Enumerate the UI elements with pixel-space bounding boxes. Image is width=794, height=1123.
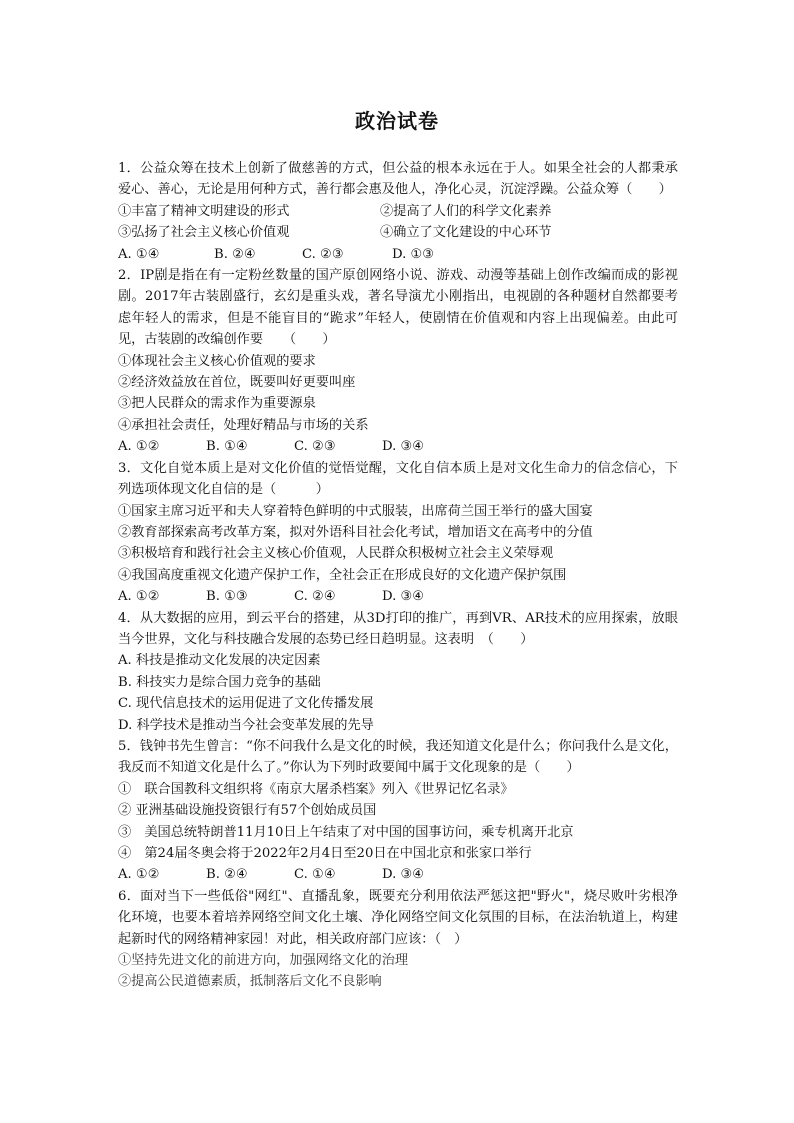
option-row — [118, 222, 678, 243]
option: ①丰富了精神文明建设的形式 — [118, 203, 290, 219]
option: ④我国高度重视文化遗产保护工作，全社会正在形成良好的文化遗产保护氛围 — [118, 567, 567, 583]
option: ③把人民群众的需求作为重要源泉 — [118, 396, 316, 412]
option: ④ 第24届冬奥会将于2022年2月4日至20日在中国北京和张家口举行 — [118, 846, 532, 861]
question-stem: 6．面对当下一些低俗"网红"、直播乱象，既要充分利用依法严惩这把"野火"，烧尽败叶劣根净化环境，也要本着培养网络空间文化土壤、净化网络空间文化氛围的目标，在法治轨道上，构建起新时代的网络精神家园！对此，相关政府部门应该：（ ） — [118, 888, 678, 947]
answer-choice: C. ②③ — [294, 439, 336, 455]
question-stem: 3．文化自觉本质上是对文化价值的觉悟觉醒，文化自信本质上是对文化生命力的信念信心，下列选项体现文化自信的是（ ） — [118, 460, 678, 498]
question-2 — [118, 265, 678, 458]
question-stem: 4．从大数据的应用，到云平台的搭建，从3D打印的推广，再到VR、AR技术的应用探索，放眼当今世界，文化与科技融合发展的态势已经日趋明显。这表明 （ ） — [118, 610, 678, 647]
answer-choice: B. ①④ — [206, 439, 248, 455]
question-3 — [118, 458, 678, 608]
answer-choices — [118, 586, 678, 607]
option: ②经济效益放在首位，既要叫好更要叫座 — [118, 375, 356, 391]
answer-choices — [118, 864, 678, 885]
question-stem: 2．IP剧是指在有一定粉丝数量的国产原创网络小说、游戏、动漫等基础上创作改编而成的影视剧。2017年古装剧盛行，玄幻是重头戏，著名导演尤小刚指出，电视剧的各种题材自然都要考虑年轻人的需求，但是不能盲目的“跪求”年轻人，使剧情在价值观和内容上出现偏差。由此可见，古装剧的改编创作要 （ ） — [118, 268, 678, 348]
option: ②提高公民道德素质，抵制落后文化不良影响 — [118, 974, 382, 990]
option: ① 联合国教科文组织将《南京大屠杀档案》列入《世界记忆名录》 — [118, 781, 514, 797]
answer-choice: D. ③④ — [382, 589, 425, 605]
question-list — [118, 158, 678, 993]
answer-choices — [118, 436, 678, 457]
option: ②提高了人们的科学文化素养 — [380, 203, 552, 219]
answer-choice: D. ③④ — [382, 439, 425, 455]
answer-choice: B. ②④ — [206, 867, 248, 883]
option: A. 科技是推动文化发展的决定因素 — [118, 653, 321, 669]
option: D. 科学技术是推动当今社会变革发展的先导 — [118, 717, 374, 733]
answer-choice: A. ①④ — [118, 246, 160, 262]
option: ③ 美国总统特朗普11月10日上午结束了对中国的国事访问，乘专机离开北京 — [118, 824, 574, 840]
answer-choice: B. ①③ — [206, 589, 248, 605]
option: B. 科技实力是综合国力竞争的基础 — [118, 674, 321, 690]
answer-choices — [118, 244, 678, 265]
option: ④确立了文化建设的中心环节 — [380, 225, 552, 241]
option: ①体现社会主义核心价值观的要求 — [118, 353, 316, 369]
question-stem: 1．公益众筹在技术上创新了做慈善的方式，但公益的根本永远在于人。如果全社会的人都秉承爱心、善心，无论是用何种方式，善行都会惠及他人，净化心灵，沉淀浮躁。公益众筹（ ） — [118, 161, 678, 198]
answer-choice: A. ①② — [118, 867, 160, 883]
question-1 — [118, 158, 678, 265]
option: ②教育部探索高考改革方案，拟对外语科目社会化考试，增加语文在高考中的分值 — [118, 524, 593, 540]
question-4 — [118, 608, 678, 736]
question-stem: 5．钱钟书先生曾言：“你不问我什么是文化的时候，我还知道文化是什么；你问我什么是文化，我反而不知道文化是什么了。”你认为下列时政要闻中属于文化现象的是（ ） — [118, 738, 678, 776]
option: ①国家主席习近平和夫人穿着特色鲜明的中式服装，出席荷兰国王举行的盛大国宴 — [118, 503, 593, 519]
answer-choice: D. ③④ — [382, 867, 425, 883]
option: ② 亚洲基础设施投资银行有57个创始成员国 — [118, 803, 377, 819]
option: ①坚持先进文化的前进方向，加强网络文化的治理 — [118, 953, 409, 969]
answer-choice: A. ①② — [118, 589, 160, 605]
question-6 — [118, 886, 678, 993]
option: C. 现代信息技术的运用促进了文化传播发展 — [118, 696, 374, 712]
option: ③弘扬了社会主义核心价值观 — [118, 225, 290, 241]
option-row — [118, 201, 678, 222]
option: ④承担社会责任，处理好精品与市场的关系 — [118, 417, 369, 433]
answer-choice: D. ①③ — [392, 246, 435, 262]
answer-choice: C. ①④ — [294, 867, 336, 883]
option: ③积极培育和践行社会主义核心价值观，人民群众积极树立社会主义荣辱观 — [118, 546, 554, 562]
question-5 — [118, 736, 678, 886]
answer-choice: C. ②③ — [302, 246, 344, 262]
answer-choice: A. ①② — [118, 439, 160, 455]
answer-choice: C. ②④ — [294, 589, 336, 605]
page-title: 政治试卷 — [355, 109, 439, 133]
answer-choice: B. ②④ — [214, 246, 256, 262]
